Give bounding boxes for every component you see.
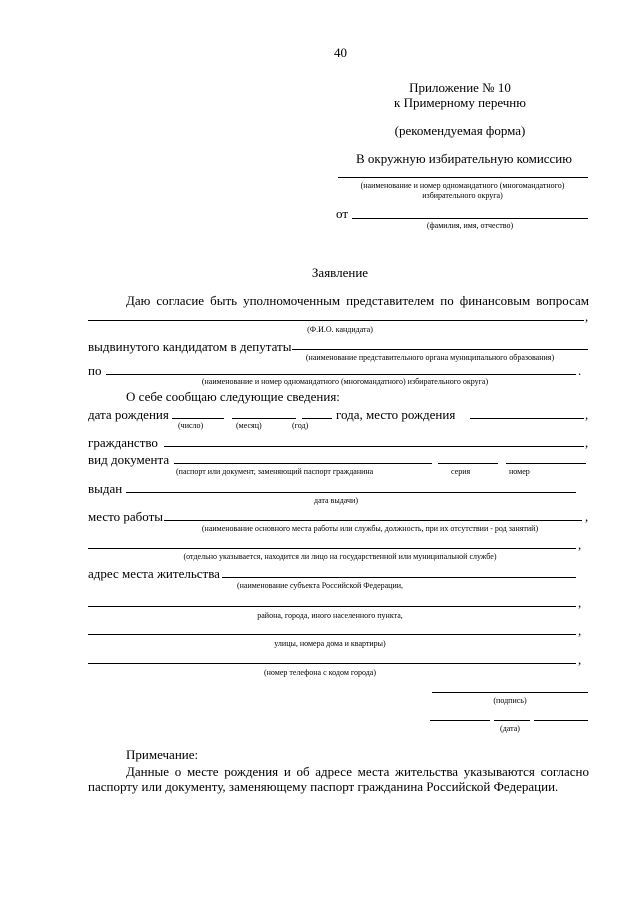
workplace-label: место работы	[88, 509, 163, 524]
month-caption: (месяц)	[236, 421, 262, 430]
note-label: Примечание:	[126, 747, 199, 762]
comma: ,	[585, 509, 589, 524]
signature-caption: (подпись)	[493, 696, 527, 705]
citizenship-label: гражданство	[88, 435, 158, 450]
birth-month-line	[232, 418, 296, 419]
addressee: В окружную избирательную комиссию	[356, 151, 572, 166]
birth-year-line	[302, 418, 332, 419]
street-caption: улицы, номера дома и квартиры)	[274, 639, 386, 648]
candidate-caption: (Ф.И.О. кандидата)	[307, 325, 373, 334]
date-day-line	[430, 720, 490, 721]
district-caption-1: (наименование и номер одномандатного (многомандатного)	[360, 181, 565, 190]
date-caption: (дата)	[500, 724, 520, 733]
comma: ,	[578, 652, 582, 667]
appendix-title: Приложение № 10	[409, 80, 511, 95]
appendix-subtitle: к Примерному перечню	[394, 95, 526, 110]
issued-line	[126, 492, 576, 493]
nominated-label: выдвинутого кандидатом в депутаты	[88, 339, 292, 354]
series-line	[438, 463, 498, 464]
comma: ,	[578, 595, 582, 610]
organ-caption: (наименование представительного органа муниципального образования)	[305, 353, 555, 362]
document-title: Заявление	[311, 265, 369, 280]
fio-caption: (фамилия, имя, отчество)	[426, 221, 514, 230]
page-number: 40	[334, 45, 347, 60]
workplace-caption: (наименование основного места работы или службы, должность, при их отсутствии - род занятий)	[201, 524, 539, 533]
date-month-line	[494, 720, 530, 721]
po-line	[106, 374, 576, 375]
from-line	[352, 218, 588, 219]
birth-day-line	[172, 418, 224, 419]
period: .	[578, 363, 582, 378]
address-label: адрес места жительства	[88, 566, 220, 581]
document-label: вид документа	[88, 452, 170, 467]
civil-service-caption: (отдельно указывается, находится ли лицо на государственной или муниципальной службе)	[183, 552, 497, 561]
po-district-caption: (наименование и номер одномандатного (многомандатного) избирательного округа)	[201, 377, 489, 386]
phone-line	[88, 663, 576, 664]
region-caption: (наименование субъекта Российской Федерации,	[236, 581, 404, 590]
number-line	[506, 463, 586, 464]
note-text: Данные о месте рождения и об адресе места жительства указываются согласно паспорту или документу, заменяющему паспорт гражданина Российской Федерации.	[88, 764, 589, 794]
po-label: по	[88, 363, 102, 378]
comma: ,	[585, 309, 589, 324]
comma: ,	[578, 623, 582, 638]
consent-text: Даю согласие быть уполномоченным представителем по финансовым вопросам	[126, 293, 589, 308]
address-street-line	[88, 634, 576, 635]
about-self: О себе сообщаю следующие сведения:	[126, 389, 340, 404]
document-line	[174, 463, 432, 464]
series-caption: серия	[451, 467, 471, 476]
comma: ,	[585, 407, 589, 422]
civil-service-line	[88, 548, 576, 549]
signature-line	[432, 692, 588, 693]
year-caption: (год)	[292, 421, 309, 430]
district-line	[338, 177, 588, 178]
issue-date-caption: дата выдачи)	[314, 496, 358, 505]
workplace-line	[164, 520, 582, 521]
candidate-line	[88, 320, 584, 321]
birth-place-label: года, место рождения	[336, 407, 456, 422]
number-caption: номер	[509, 467, 530, 476]
birth-place-line	[470, 418, 584, 419]
district-city-caption: района, города, иного населенного пункта,	[257, 611, 403, 620]
birth-date-label: дата рождения	[88, 407, 169, 422]
document-caption: (паспорт или документ, заменяющий паспорт гражданина	[176, 467, 374, 476]
citizenship-line	[164, 446, 584, 447]
form-type: (рекомендуемая форма)	[394, 123, 526, 138]
organ-line	[292, 349, 588, 350]
date-year-line	[534, 720, 588, 721]
address-city-line	[88, 606, 576, 607]
day-caption: (число)	[178, 421, 204, 430]
address-region-line	[222, 577, 576, 578]
district-caption-2: избирательного округа)	[422, 191, 503, 200]
comma: ,	[578, 537, 582, 552]
comma: ,	[585, 435, 589, 450]
phone-caption: (номер телефона с кодом города)	[263, 668, 377, 677]
from-label: от	[336, 206, 349, 221]
issued-label: выдан	[88, 481, 123, 496]
